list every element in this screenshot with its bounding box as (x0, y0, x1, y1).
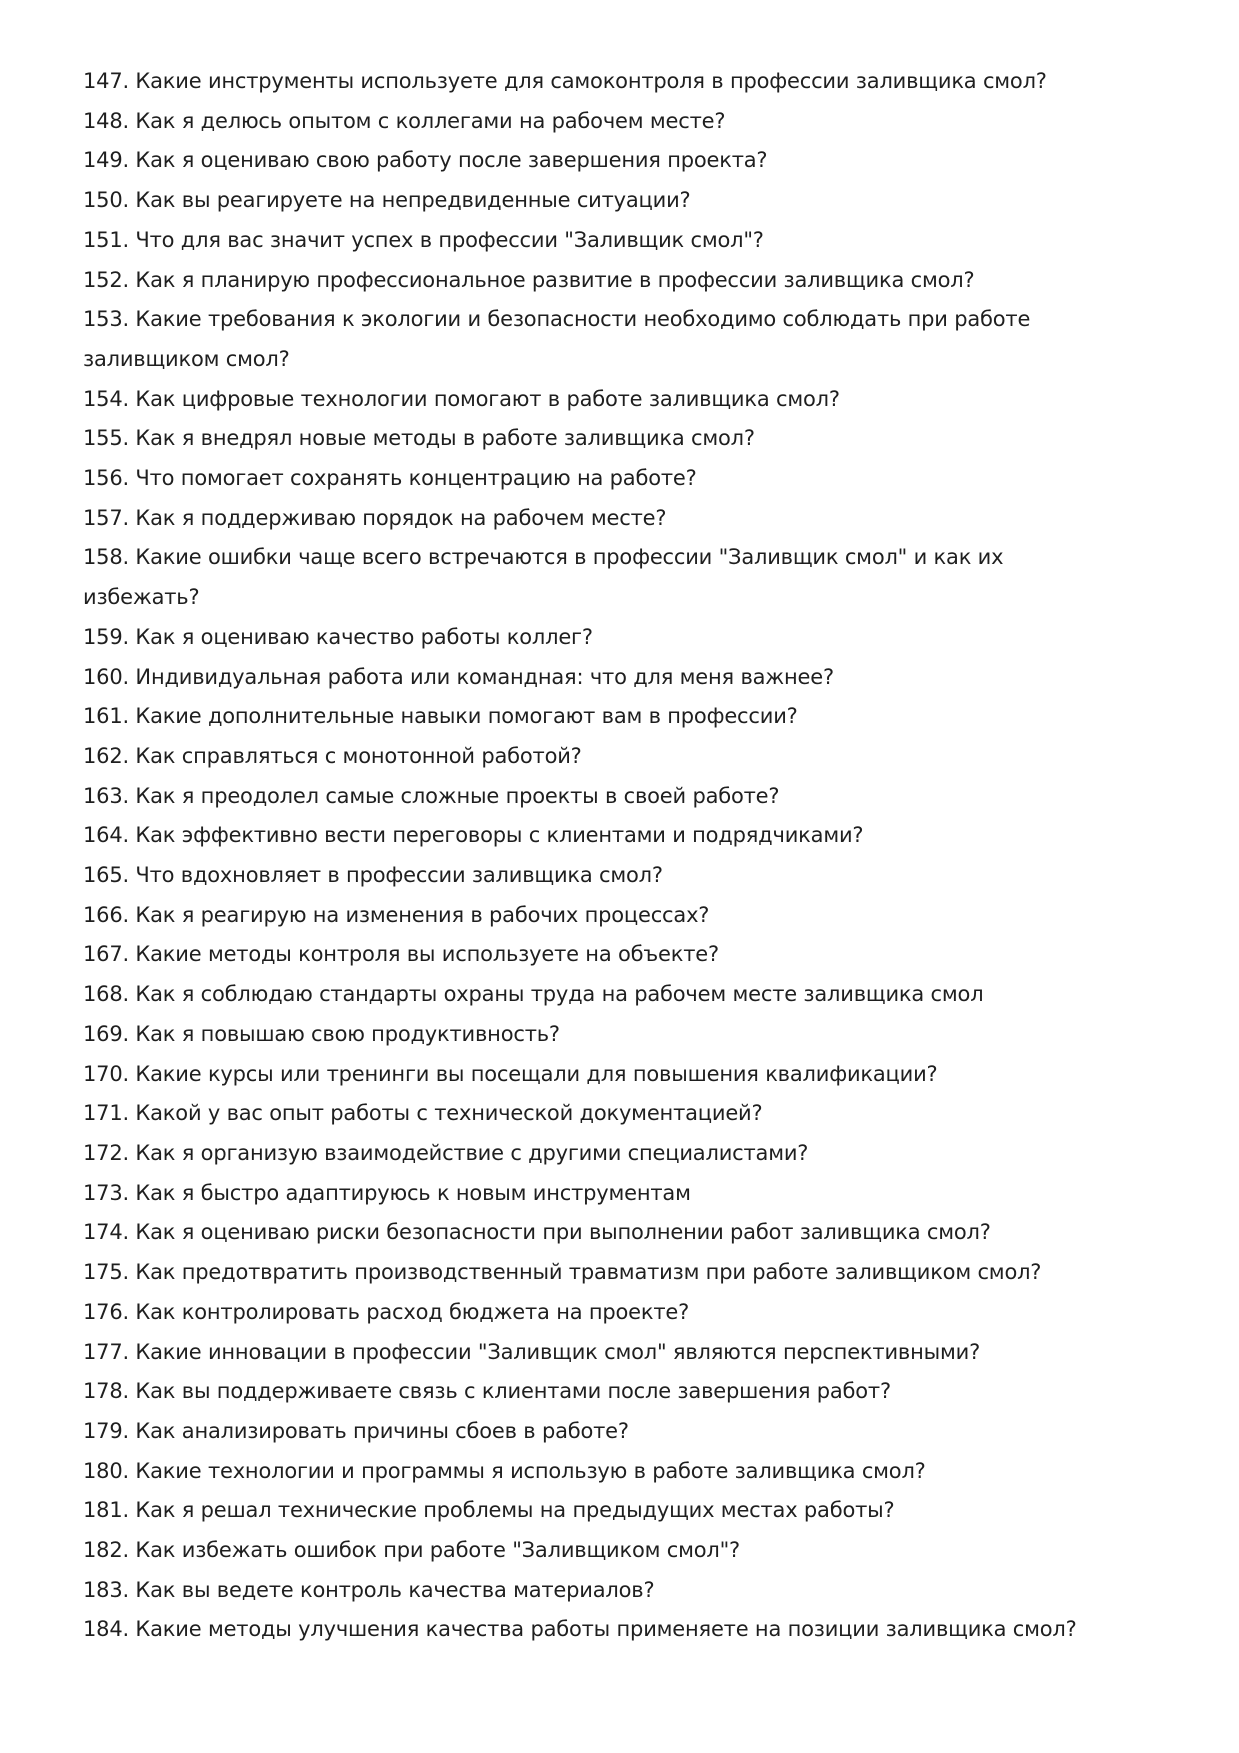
question-item: 157. Как я поддерживаю порядок на рабочем месте? (83, 505, 667, 530)
question-item: 177. Какие инновации в профессии "Заливщик смол" являются перспективными? (83, 1339, 981, 1364)
question-item: 174. Как я оцениваю риски безопасности при выполнении работ заливщика смол? (83, 1220, 991, 1245)
question-item: 179. Как анализировать причины сбоев в работе? (83, 1418, 629, 1443)
question-item: 182. Как избежать ошибок при работе "Заливщиком смол"? (83, 1538, 740, 1563)
question-item: 160. Индивидуальная работа или командная: что для меня важнее? (83, 664, 834, 689)
question-item: 164. Как эффективно вести переговоры с клиентами и подрядчиками? (83, 823, 864, 848)
question-item: 165. Что вдохновляет в профессии заливщика смол? (83, 863, 663, 888)
question-item: 168. Как я соблюдаю стандарты охраны труда на рабочем месте заливщика смол (83, 982, 984, 1007)
question-item: 171. Какой у вас опыт работы с технической документацией? (83, 1101, 763, 1126)
question-item: 176. Как контролировать расход бюджета на проекте? (83, 1299, 690, 1324)
question-item: 147. Какие инструменты используете для самоконтроля в профессии заливщика смол? (83, 69, 1047, 93)
question-item: 162. Как справляться с монотонной работой? (83, 743, 582, 768)
question-item: 148. Как я делюсь опытом с коллегами на рабочем месте? (83, 108, 726, 133)
question-item: 156. Что помогает сохранять концентрацию на работе? (83, 466, 697, 491)
question-item: 178. Как вы поддерживаете связь с клиентами после завершения работ? (83, 1379, 891, 1404)
question-item: 166. Как я реагирую на изменения в рабочих процессах? (83, 902, 710, 927)
question-item: 170. Какие курсы или тренинги вы посещали для повышения квалификации? (83, 1061, 938, 1086)
question-item: 154. Как цифровые технологии помогают в работе заливщика смол? (83, 386, 840, 411)
question-item: 183. Как вы ведете контроль качества материалов? (83, 1577, 655, 1602)
question-item: 158. Какие ошибки чаще всего встречаются в профессии "Заливщик смол" и как их избежать? (83, 545, 1004, 610)
question-item: 173. Как я быстро адаптируюсь к новым инструментам (83, 1180, 691, 1205)
question-item: 161. Какие дополнительные навыки помогают вам в профессии? (83, 704, 798, 729)
question-item: 180. Какие технологии и программы я использую в работе заливщика смол? (83, 1458, 926, 1483)
question-item: 169. Как я повышаю свою продуктивность? (83, 1021, 560, 1046)
question-item: 153. Какие требования к экологии и безопасности необходимо соблюдать при работе заливщиком смол? (83, 307, 1031, 371)
question-item: 175. Как предотвратить производственный травматизм при работе заливщиком смол? (83, 1260, 1042, 1285)
question-item: 150. Как вы реагируете на непредвиденные ситуации? (83, 188, 691, 213)
question-list (83, 62, 1093, 1650)
question-item: 167. Какие методы контроля вы используете на объекте? (83, 942, 719, 967)
question-item: 152. Как я планирую профессиональное развитие в профессии заливщика смол? (83, 267, 975, 292)
question-item: 155. Как я внедрял новые методы в работе заливщика смол? (83, 426, 755, 451)
question-item: 181. Как я решал технические проблемы на предыдущих местах работы? (83, 1498, 895, 1523)
question-item: 151. Что для вас значит успех в профессии "Заливщик смол"? (83, 227, 764, 252)
question-item: 163. Как я преодолел самые сложные проекты в своей работе? (83, 783, 780, 808)
question-item: 149. Как я оцениваю свою работу после завершения проекта? (83, 148, 768, 173)
question-item: 159. Как я оцениваю качество работы коллег? (83, 624, 593, 649)
question-item: 184. Какие методы улучшения качества работы применяете на позиции заливщика смол? (83, 1617, 1077, 1642)
question-item: 172. Как я организую взаимодействие с другими специалистами? (83, 1140, 809, 1165)
